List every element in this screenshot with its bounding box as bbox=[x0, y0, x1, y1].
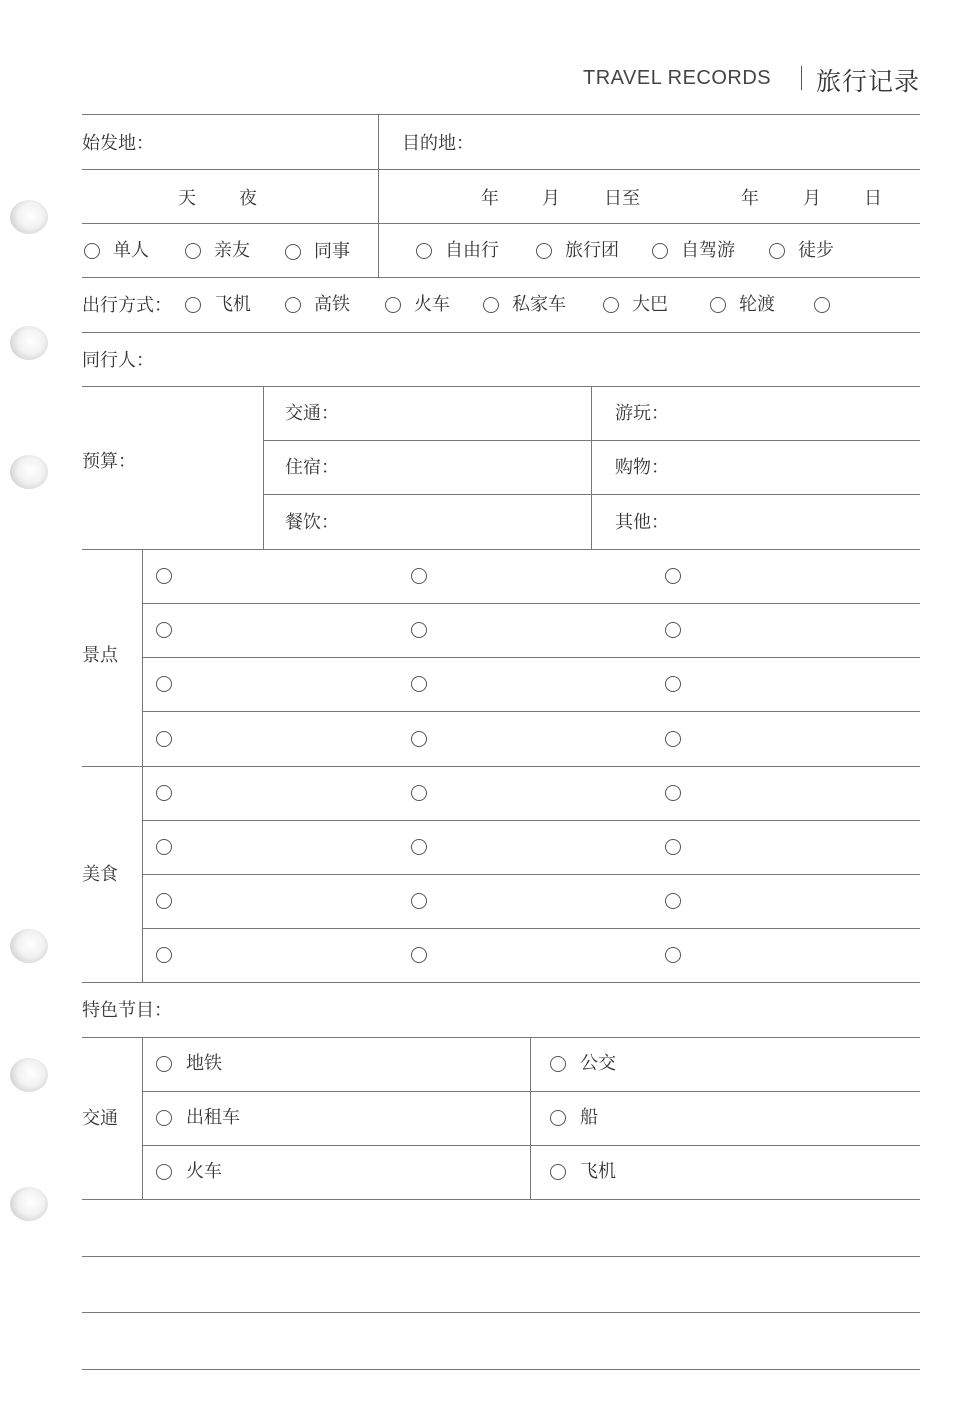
attraction-checkbox[interactable] bbox=[411, 676, 427, 692]
radio-solo[interactable] bbox=[84, 243, 100, 259]
radio-private-car[interactable] bbox=[483, 297, 499, 313]
attractions-label: 景点 bbox=[82, 645, 118, 666]
radio-boat[interactable] bbox=[550, 1110, 566, 1126]
start-month-label: 月 bbox=[542, 188, 560, 209]
food-checkbox[interactable] bbox=[156, 947, 172, 963]
transport-label: 出行方式： bbox=[82, 295, 172, 316]
option-label: 船 bbox=[580, 1107, 598, 1128]
rule-line bbox=[82, 386, 920, 387]
local-transport-label: 交通 bbox=[82, 1108, 118, 1129]
binder-hole bbox=[10, 1058, 48, 1092]
radio-subway[interactable] bbox=[156, 1056, 172, 1072]
food-checkbox[interactable] bbox=[411, 947, 427, 963]
food-checkbox[interactable] bbox=[665, 947, 681, 963]
option-label: 旅行团 bbox=[565, 240, 619, 261]
option-label: 飞机 bbox=[215, 294, 251, 315]
radio-plane[interactable] bbox=[185, 297, 201, 313]
origin-field[interactable] bbox=[160, 120, 370, 164]
option-label: 地铁 bbox=[186, 1053, 222, 1074]
title-english: TRAVEL RECORDS bbox=[583, 67, 772, 89]
option-label: 私家车 bbox=[512, 294, 566, 315]
rule-line bbox=[142, 1091, 920, 1092]
rule-line bbox=[142, 711, 920, 712]
option-label: 同事 bbox=[314, 241, 350, 262]
rule-line bbox=[82, 223, 920, 224]
radio-tour-group[interactable] bbox=[536, 243, 552, 259]
option-label: 自由行 bbox=[445, 240, 499, 261]
companions-label: 同行人： bbox=[82, 350, 154, 371]
budget-label: 预算： bbox=[82, 451, 136, 472]
rule-line bbox=[82, 114, 920, 115]
attraction-checkbox[interactable] bbox=[156, 731, 172, 747]
rule-line bbox=[142, 820, 920, 821]
radio-city-bus[interactable] bbox=[550, 1056, 566, 1072]
binder-hole bbox=[10, 326, 48, 360]
binder-hole bbox=[10, 1187, 48, 1221]
option-label: 飞机 bbox=[580, 1161, 616, 1182]
option-label: 自驾游 bbox=[681, 240, 735, 261]
radio-independent[interactable] bbox=[416, 243, 432, 259]
budget-shopping-label: 购物： bbox=[615, 457, 669, 478]
food-checkbox[interactable] bbox=[411, 893, 427, 909]
rule-line bbox=[82, 277, 920, 278]
attraction-checkbox[interactable] bbox=[411, 731, 427, 747]
radio-taxi[interactable] bbox=[156, 1110, 172, 1126]
notes-line[interactable] bbox=[82, 1315, 920, 1367]
binder-hole bbox=[10, 455, 48, 489]
attraction-checkbox[interactable] bbox=[411, 622, 427, 638]
column-line bbox=[142, 1037, 143, 1199]
option-label: 轮渡 bbox=[739, 294, 775, 315]
food-checkbox[interactable] bbox=[665, 785, 681, 801]
notes-line[interactable] bbox=[82, 1259, 920, 1311]
attraction-checkbox[interactable] bbox=[156, 622, 172, 638]
notes-line[interactable] bbox=[82, 1202, 920, 1254]
rule-line bbox=[82, 169, 920, 170]
rule-line bbox=[142, 603, 920, 604]
radio-hiking[interactable] bbox=[769, 243, 785, 259]
budget-entertainment-label: 游玩： bbox=[615, 403, 669, 424]
food-checkbox[interactable] bbox=[411, 785, 427, 801]
rule-line bbox=[142, 657, 920, 658]
rule-line bbox=[82, 549, 920, 550]
attraction-checkbox[interactable] bbox=[156, 568, 172, 584]
food-checkbox[interactable] bbox=[411, 839, 427, 855]
rule-line bbox=[82, 1037, 920, 1038]
start-day-to-label: 日至 bbox=[604, 188, 640, 209]
title-divider bbox=[801, 66, 802, 90]
budget-lodging-label: 住宿： bbox=[285, 457, 339, 478]
attraction-checkbox[interactable] bbox=[665, 731, 681, 747]
option-label: 大巴 bbox=[632, 294, 668, 315]
food-label: 美食 bbox=[82, 864, 118, 885]
option-label: 出租车 bbox=[186, 1107, 240, 1128]
radio-local-plane[interactable] bbox=[550, 1164, 566, 1180]
rule-line bbox=[142, 1145, 920, 1146]
option-label: 火车 bbox=[186, 1161, 222, 1182]
option-label: 高铁 bbox=[314, 294, 350, 315]
attraction-checkbox[interactable] bbox=[411, 568, 427, 584]
radio-family-friends[interactable] bbox=[185, 243, 201, 259]
budget-transport-label: 交通： bbox=[285, 403, 339, 424]
radio-high-speed-rail[interactable] bbox=[285, 297, 301, 313]
rule-line bbox=[82, 332, 920, 333]
rule-line bbox=[142, 874, 920, 875]
food-checkbox[interactable] bbox=[156, 839, 172, 855]
option-label: 徒步 bbox=[798, 240, 834, 261]
end-day-label: 日 bbox=[864, 188, 882, 209]
radio-local-train[interactable] bbox=[156, 1164, 172, 1180]
column-line bbox=[530, 1037, 531, 1199]
option-label: 亲友 bbox=[214, 240, 250, 261]
food-checkbox[interactable] bbox=[156, 893, 172, 909]
food-checkbox[interactable] bbox=[156, 785, 172, 801]
attraction-checkbox[interactable] bbox=[665, 622, 681, 638]
attraction-checkbox[interactable] bbox=[665, 676, 681, 692]
binder-hole bbox=[10, 929, 48, 963]
binder-hole bbox=[10, 200, 48, 234]
special-programs-label: 特色节目： bbox=[82, 1000, 172, 1021]
radio-self-drive[interactable] bbox=[652, 243, 668, 259]
special-programs-field[interactable] bbox=[180, 988, 910, 1032]
rule-line bbox=[82, 1369, 920, 1370]
end-month-label: 月 bbox=[803, 188, 821, 209]
column-line bbox=[591, 386, 592, 549]
food-checkbox[interactable] bbox=[665, 839, 681, 855]
radio-train[interactable] bbox=[385, 297, 401, 313]
companions-field[interactable] bbox=[160, 338, 910, 382]
start-year-label: 年 bbox=[481, 188, 499, 209]
option-label: 火车 bbox=[414, 294, 450, 315]
option-label: 单人 bbox=[113, 240, 149, 261]
budget-other-label: 其他： bbox=[615, 512, 669, 533]
rule-line bbox=[82, 1199, 920, 1200]
food-checkbox[interactable] bbox=[665, 893, 681, 909]
rule-line bbox=[82, 1256, 920, 1257]
destination-label: 目的地： bbox=[402, 133, 474, 154]
column-line bbox=[142, 549, 143, 982]
origin-label: 始发地： bbox=[82, 133, 154, 154]
destination-field[interactable] bbox=[480, 120, 910, 164]
radio-other-transport[interactable] bbox=[814, 297, 830, 313]
attraction-checkbox[interactable] bbox=[156, 676, 172, 692]
rule-line bbox=[82, 1312, 920, 1313]
radio-ferry[interactable] bbox=[710, 297, 726, 313]
rule-line bbox=[82, 766, 920, 767]
radio-bus[interactable] bbox=[603, 297, 619, 313]
column-line bbox=[263, 386, 264, 549]
days-label: 天 bbox=[178, 188, 196, 209]
radio-colleagues[interactable] bbox=[285, 244, 301, 260]
option-label: 公交 bbox=[580, 1053, 616, 1074]
end-year-label: 年 bbox=[741, 188, 759, 209]
column-line bbox=[378, 114, 379, 277]
title-chinese: 旅行记录 bbox=[816, 67, 921, 96]
attraction-checkbox[interactable] bbox=[665, 568, 681, 584]
rule-line bbox=[82, 982, 920, 983]
rule-line bbox=[142, 928, 920, 929]
nights-label: 夜 bbox=[239, 188, 257, 209]
budget-dining-label: 餐饮： bbox=[285, 512, 339, 533]
